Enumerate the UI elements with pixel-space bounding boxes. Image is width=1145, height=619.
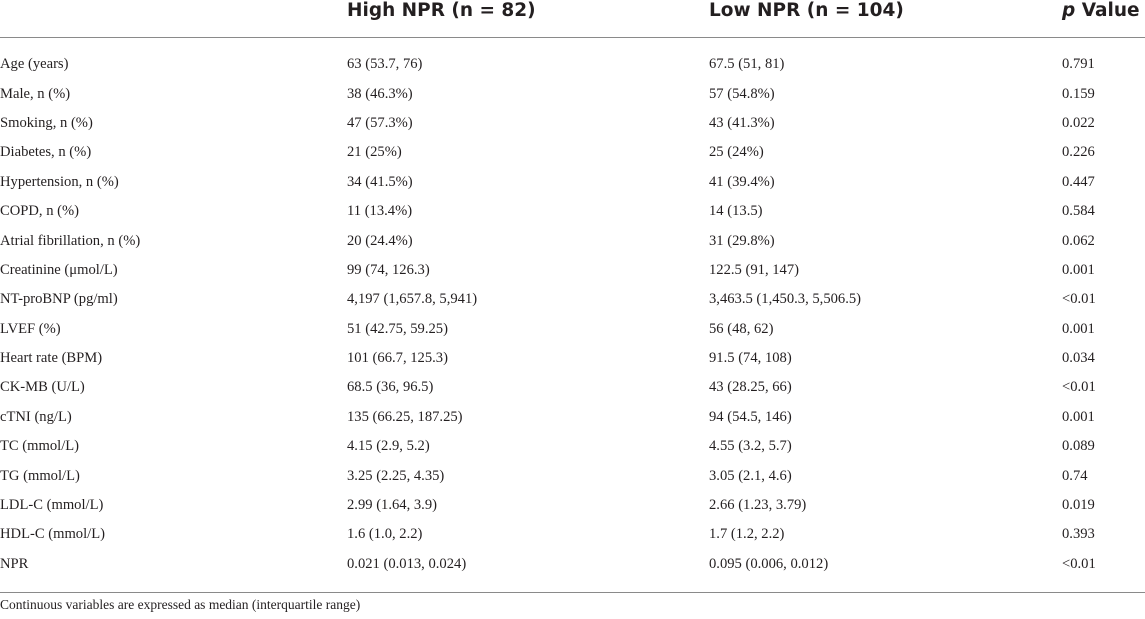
cell-high-npr: 0.021 (0.013, 0.024) xyxy=(347,555,467,572)
cell-low-npr: 3,463.5 (1,450.3, 5,506.5) xyxy=(709,291,862,308)
cell-p-value: 0.022 xyxy=(1062,114,1095,131)
cell-p-value: <0.01 xyxy=(1062,291,1096,308)
cell-variable: Hypertension, n (%) xyxy=(0,173,119,190)
cell-p-value: 0.089 xyxy=(1062,438,1095,455)
table-row xyxy=(0,226,1145,255)
cell-low-npr: 43 (41.3%) xyxy=(709,114,775,131)
cell-variable: HDL-C (mmol/L) xyxy=(0,526,105,543)
cell-variable: TG (mmol/L) xyxy=(0,467,80,484)
cell-low-npr: 94 (54.5, 146) xyxy=(709,408,792,425)
cell-low-npr: 14 (13.5) xyxy=(709,203,763,220)
table-row xyxy=(0,109,1145,138)
cell-high-npr: 63 (53.7, 76) xyxy=(347,56,423,73)
cell-low-npr: 57 (54.8%) xyxy=(709,85,775,102)
spacer-row xyxy=(0,38,1145,51)
header-p-italic: p xyxy=(1062,0,1076,21)
table-row xyxy=(0,491,1145,520)
header-low-npr: Low NPR (n = 104) xyxy=(709,0,1062,38)
header-high-npr: High NPR (n = 82) xyxy=(347,0,709,38)
cell-high-npr: 11 (13.4%) xyxy=(347,203,413,220)
cell-variable: COPD, n (%) xyxy=(0,203,80,220)
cell-high-npr: 1.6 (1.0, 2.2) xyxy=(347,526,423,543)
cell-variable: LVEF (%) xyxy=(0,320,61,337)
cell-variable: NT-proBNP (pg/ml) xyxy=(0,291,118,308)
cell-low-npr: 25 (24%) xyxy=(709,144,764,161)
table-row xyxy=(0,197,1145,226)
cell-p-value: 0.584 xyxy=(1062,203,1095,220)
table-row xyxy=(0,79,1145,108)
cell-high-npr: 21 (25%) xyxy=(347,144,402,161)
table-row xyxy=(0,315,1145,344)
cell-high-npr: 135 (66.25, 187.25) xyxy=(347,408,463,425)
cell-low-npr: 122.5 (91, 147) xyxy=(709,261,799,278)
cell-low-npr: 3.05 (2.1, 4.6) xyxy=(709,467,792,484)
table-row xyxy=(0,550,1145,579)
cell-high-npr: 101 (66.7, 125.3) xyxy=(347,350,448,367)
cell-low-npr: 41 (39.4%) xyxy=(709,173,775,190)
table-row xyxy=(0,50,1145,79)
cell-variable: Male, n (%) xyxy=(0,85,71,102)
table-row xyxy=(0,373,1145,402)
cell-p-value: 0.74 xyxy=(1062,467,1088,484)
cell-variable: Atrial fibrillation, n (%) xyxy=(0,232,141,249)
cell-p-value: 0.159 xyxy=(1062,85,1095,102)
table-row xyxy=(0,138,1145,167)
cell-low-npr: 91.5 (74, 108) xyxy=(709,350,792,367)
cell-variable: cTNI (ng/L) xyxy=(0,408,72,425)
cell-high-npr: 99 (74, 126.3) xyxy=(347,261,430,278)
table-header-row xyxy=(0,0,1145,38)
table-row xyxy=(0,256,1145,285)
cell-low-npr: 56 (48, 62) xyxy=(709,320,774,337)
table-row xyxy=(0,344,1145,373)
table-row xyxy=(0,432,1145,461)
cell-high-npr: 68.5 (36, 96.5) xyxy=(347,379,434,396)
table-row xyxy=(0,168,1145,197)
cell-high-npr: 47 (57.3%) xyxy=(347,114,413,131)
cell-p-value: 0.791 xyxy=(1062,56,1095,73)
cell-p-value: <0.01 xyxy=(1062,555,1096,572)
cell-variable: Creatinine (μmol/L) xyxy=(0,261,118,278)
cell-p-value: 0.447 xyxy=(1062,173,1095,190)
cell-p-value: 0.019 xyxy=(1062,497,1095,514)
cell-high-npr: 38 (46.3%) xyxy=(347,85,413,102)
table-body xyxy=(0,38,1145,580)
cell-variable: CK-MB (U/L) xyxy=(0,379,85,396)
cell-high-npr: 3.25 (2.25, 4.35) xyxy=(347,467,445,484)
cell-low-npr: 31 (29.8%) xyxy=(709,232,775,249)
table-row xyxy=(0,403,1145,432)
cell-p-value: 0.062 xyxy=(1062,232,1095,249)
cell-p-value: 0.226 xyxy=(1062,144,1095,161)
cell-low-npr: 2.66 (1.23, 3.79) xyxy=(709,497,807,514)
cell-high-npr: 2.99 (1.64, 3.9) xyxy=(347,497,437,514)
cell-low-npr: 0.095 (0.006, 0.012) xyxy=(709,555,829,572)
table-row xyxy=(0,461,1145,490)
cell-low-npr: 67.5 (51, 81) xyxy=(709,56,785,73)
cell-low-npr: 4.55 (3.2, 5.7) xyxy=(709,438,792,455)
cell-high-npr: 4.15 (2.9, 5.2) xyxy=(347,438,430,455)
cell-low-npr: 1.7 (1.2, 2.2) xyxy=(709,526,785,543)
cell-p-value: 0.001 xyxy=(1062,320,1095,337)
footer-divider xyxy=(0,592,1145,593)
header-variable xyxy=(0,0,347,38)
cell-variable: TC (mmol/L) xyxy=(0,438,80,455)
cell-variable: Age (years) xyxy=(0,56,69,73)
cell-p-value: 0.393 xyxy=(1062,526,1095,543)
cell-p-value: 0.001 xyxy=(1062,261,1095,278)
table-row xyxy=(0,285,1145,314)
cell-p-value: 0.034 xyxy=(1062,350,1095,367)
table-footnote: Continuous variables are expressed as median (interquartile range) xyxy=(0,597,361,612)
cell-variable: Diabetes, n (%) xyxy=(0,144,92,161)
header-p-rest: Value xyxy=(1075,0,1140,21)
header-p-value xyxy=(1062,0,1145,38)
cell-p-value: 0.001 xyxy=(1062,408,1095,425)
cell-variable: NPR xyxy=(0,555,29,572)
cell-p-value: <0.01 xyxy=(1062,379,1096,396)
cell-variable: LDL-C (mmol/L) xyxy=(0,497,104,514)
table-row xyxy=(0,520,1145,549)
cell-high-npr: 51 (42.75, 59.25) xyxy=(347,320,448,337)
cell-high-npr: 34 (41.5%) xyxy=(347,173,413,190)
cell-variable: Heart rate (BPM) xyxy=(0,350,103,367)
cell-low-npr: 43 (28.25, 66) xyxy=(709,379,792,396)
cell-variable: Smoking, n (%) xyxy=(0,114,93,131)
cell-high-npr: 20 (24.4%) xyxy=(347,232,413,249)
cell-high-npr: 4,197 (1,657.8, 5,941) xyxy=(347,291,478,308)
